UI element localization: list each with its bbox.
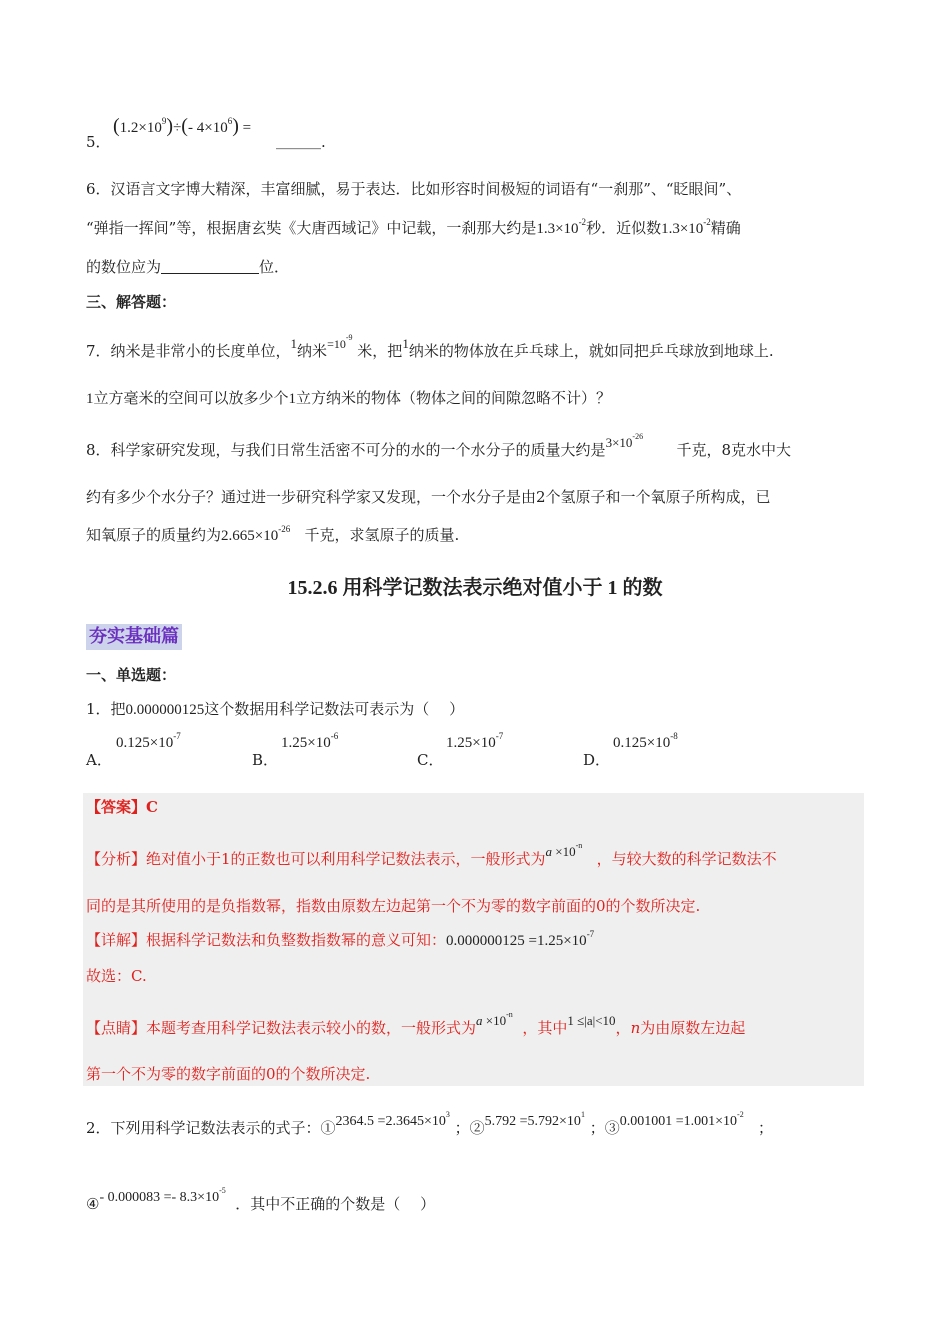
q8-line2: 约有多少个水分子？通过进一步研究科学家又发现，一个水分子是由2个氢原子和一个氧原子所构成，已 — [86, 488, 771, 506]
q6-line3: 的数位应为 位． — [86, 258, 290, 276]
q6-line1: 6．汉语言文字博大精深，丰富细腻，易于表达．比如形容时间极短的词语有“一刹那”、“眨眼间”、 — [86, 180, 742, 198]
q1-option-a: A． — [86, 751, 112, 769]
q2-line2: ④$^{- 0.000083 =- 8.3\times 10^{-5}}$ ．其中不正确的个数是（ ） — [86, 1186, 436, 1213]
lesson-title: 15.2.6 用科学记数法表示绝对值小于 1 的数 — [287, 577, 663, 599]
q1-option-d-value: $0.125\times 10^{-8}$ — [613, 731, 678, 751]
answer-label: 【答案】C — [86, 798, 158, 816]
q6-answer-blank — [161, 259, 259, 274]
q8-line3: 知氧原子的质量约为$2.665\times 10^{-26}$ 千克，求氢原子的质量. — [86, 524, 460, 544]
section-3-heading: 三、解答题： — [86, 293, 177, 311]
q8-line1: 8．科学家研究发现，与我们日常生活密不可分的水的一个水分子的质量大约是$^{3\times 10^{-26}}$ 千克，8克水中大 — [86, 432, 792, 459]
q1-option-b: B． — [252, 751, 279, 769]
q5-expression: $(1.2\times 10^9)\div(-$ $4\times 10^6$) = — [113, 115, 252, 137]
section-banner: 夯实基础篇 — [86, 624, 182, 650]
q6-line2: “弹指一挥间”等，根据唐玄奘《大唐西域记》中记载，一刹那大约是$1.3\times 10^{-2}$秒．近似数$1.3\times 10^{-2}$精确 — [86, 217, 741, 237]
q5-number: 5． — [86, 133, 111, 151]
q1-option-c-value: $1.25\times 10^{-7}$ — [446, 731, 504, 751]
tip-line2: 第一个不为零的数字前面的0的个数所决定. — [86, 1065, 371, 1083]
tip-line1: 【点睛】本题考查用科学记数法表示较小的数，一般形式为$^{a \times 10^{-n}}$ ，其中$^{1 \le|a|<10}$，n为由原数左边起 — [86, 1010, 746, 1037]
analysis-line2: 同的是其所使用的是负指数幂，指数由原数左边起第一个不为零的数字前面的0的个数所决定. — [86, 897, 701, 915]
choose-line: 故选：C. — [86, 967, 147, 985]
q2-line1: 2．下列用科学记数法表示的式子：①$^{2364.5 =2.3645\times 10^3}$ ；②$^{5.792 =5.792\times 10^1}$ ；③$^{0.001001 =1.001\times 10^{-2}}$ ； — [86, 1110, 774, 1137]
q1-option-d: D． — [583, 751, 611, 769]
analysis-line1: 【分析】绝对值小于1的正数也可以利用科学记数法表示，一般形式为$^{a \times 10^{-n}}$ ，与较大数的科学记数法不 — [86, 841, 777, 868]
q1-option-c: C． — [417, 751, 444, 769]
q1-option-a-value: $0.125\times 10^{-7}$ — [116, 731, 181, 751]
q7-line2: 1立方毫米的空间可以放多少个1立方纳米的物体（物体之间的间隙忽略不计）？ — [86, 389, 612, 407]
q1-option-b-value: $1.25\times 10^{-6}$ — [281, 731, 339, 751]
detail-line: 【详解】根据科学记数法和负整数指数幂的意义可知：$0.000000125 =1.25\times 10^{-7}$ — [86, 929, 595, 949]
q7-line1: 7．纳米是非常小的长度单位，$^1$纳米$^{=10^{-9}}$ 米，把$^1$纳米的物体放在乒乓球上，就如同把乒乓球放到地球上. — [86, 333, 774, 360]
section-1-heading: 一、单选题： — [86, 666, 177, 684]
q5-blank: ＿＿＿. — [276, 133, 326, 151]
q1-stem: 1．把0.000000125这个数据用科学记数法可表示为（ ） — [86, 700, 465, 718]
